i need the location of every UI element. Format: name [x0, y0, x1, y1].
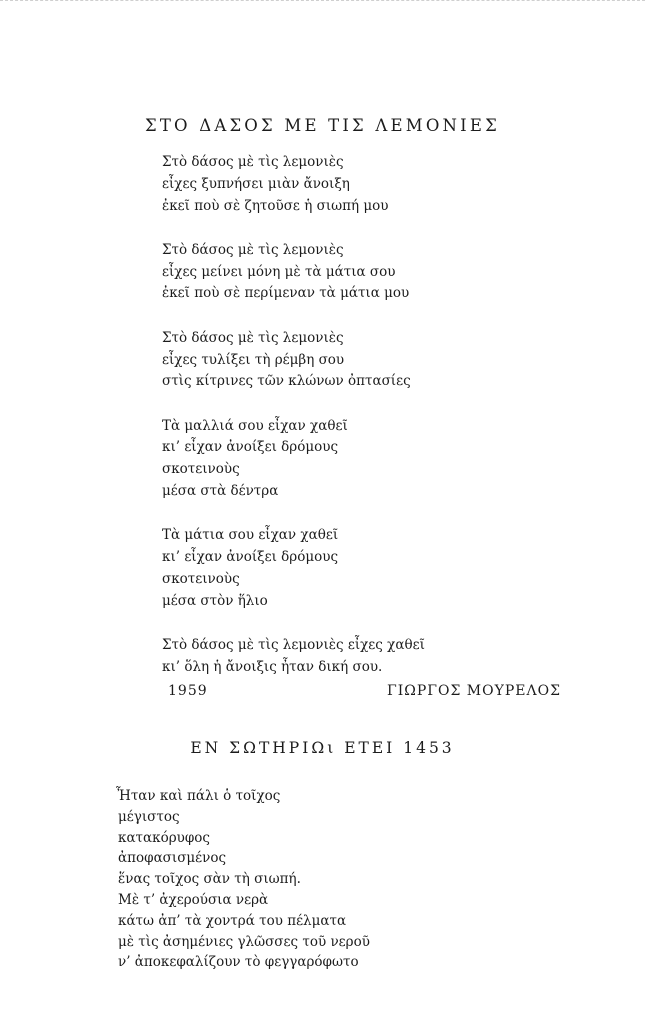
stanza	[162, 416, 562, 503]
verse-line: Στὸ δάσος μὲ τὶς λεμονιὲς	[162, 329, 344, 346]
verse-line: Στὸ δάσος μὲ τὶς λεμονιὲς	[162, 241, 344, 258]
verse-line: κάτω ἀπ’ τὰ χοντρά του πέλματα	[118, 912, 347, 929]
verse-line: σκοτεινοὺς	[162, 461, 240, 478]
verse-line: κι’ εἶχαν ἀνοίξει δρόμους	[162, 439, 339, 456]
verse-line: μὲ τὶς ἀσημένιες γλῶσσες τοῦ νεροῦ	[118, 933, 370, 950]
poem-author: ΓΙΩΡΓΟΣ ΜΟΥΡΕΛΟΣ	[387, 683, 561, 699]
verse-line: Τὰ μάτια σου εἶχαν χαθεῖ	[162, 527, 339, 544]
verse-line: Στὸ δάσος μὲ τὶς λεμονιὲς εἶχες χαθεῖ	[162, 637, 425, 654]
stanza	[162, 525, 562, 612]
verse-line: στὶς κίτρινες τῶν κλώνων ὀπτασίες	[162, 373, 411, 390]
poem-year: 1959	[168, 683, 208, 699]
verse-line: Μὲ τ’ ἀχερούσια νερὰ	[118, 891, 269, 908]
stanza	[162, 635, 562, 679]
second-poem-body	[116, 786, 566, 973]
poem-footer	[168, 680, 561, 702]
verse-line: Τὰ μαλλιά σου εἶχαν χαθεῖ	[162, 417, 348, 434]
verse-line: ν’ ἀποκεφαλίζουν τὸ φεγγαρόφωτο	[118, 954, 359, 971]
page-edge	[0, 0, 645, 4]
verse-line: ἕνας τοῖχος σὰν τὴ σιωπή.	[118, 871, 301, 888]
stanza	[162, 328, 562, 393]
verse-line: μέσα στὸν ἥλιο	[162, 592, 268, 609]
verse-line: εἶχες τυλίξει τὴ ρέμβη σου	[162, 351, 345, 368]
verse-line: ἐκεῖ ποὺ σὲ περίμεναν τὰ μάτια μου	[162, 285, 410, 302]
poem-title: ΣΤΟ ΔΑΣΟΣ ΜΕ ΤΙΣ ΛΕΜΟΝΙΕΣ	[144, 116, 501, 135]
verse-line: Στὸ δάσος μὲ τὶς λεμονιὲς	[162, 154, 344, 170]
verse-line: ἐκεῖ ποὺ σὲ ζητοῦσε ἡ σιωπή μου	[162, 197, 389, 214]
second-poem-title: ΕΝ ΣΩΤΗΡΙΩι ΕΤΕΙ 1453	[190, 739, 455, 757]
verse-line: ἀποφασισμένος	[118, 850, 227, 867]
verse-line: μέγιστος	[118, 808, 180, 825]
verse-line: κατακόρυφος	[118, 829, 210, 846]
verse-line: σκοτεινοὺς	[162, 570, 240, 587]
verse-line: Ἦταν καὶ πάλι ὁ τοῖχος	[116, 788, 281, 804]
verse-line: κι’ ὅλη ἡ ἄνοιξις ἦταν δική σου.	[162, 658, 383, 675]
verse-line: εἶχες ξυπνήσει μιὰν ἄνοιξη	[162, 175, 350, 192]
stanza	[162, 240, 562, 305]
verse-line: εἶχες μείνει μόνη μὲ τὰ μάτια σου	[162, 263, 396, 280]
stanza	[162, 152, 562, 217]
poem-body	[162, 152, 562, 679]
verse-line: κι’ εἶχαν ἀνοίξει δρόμους	[162, 549, 339, 566]
verse-line: μέσα στὰ δέντρα	[162, 483, 279, 500]
